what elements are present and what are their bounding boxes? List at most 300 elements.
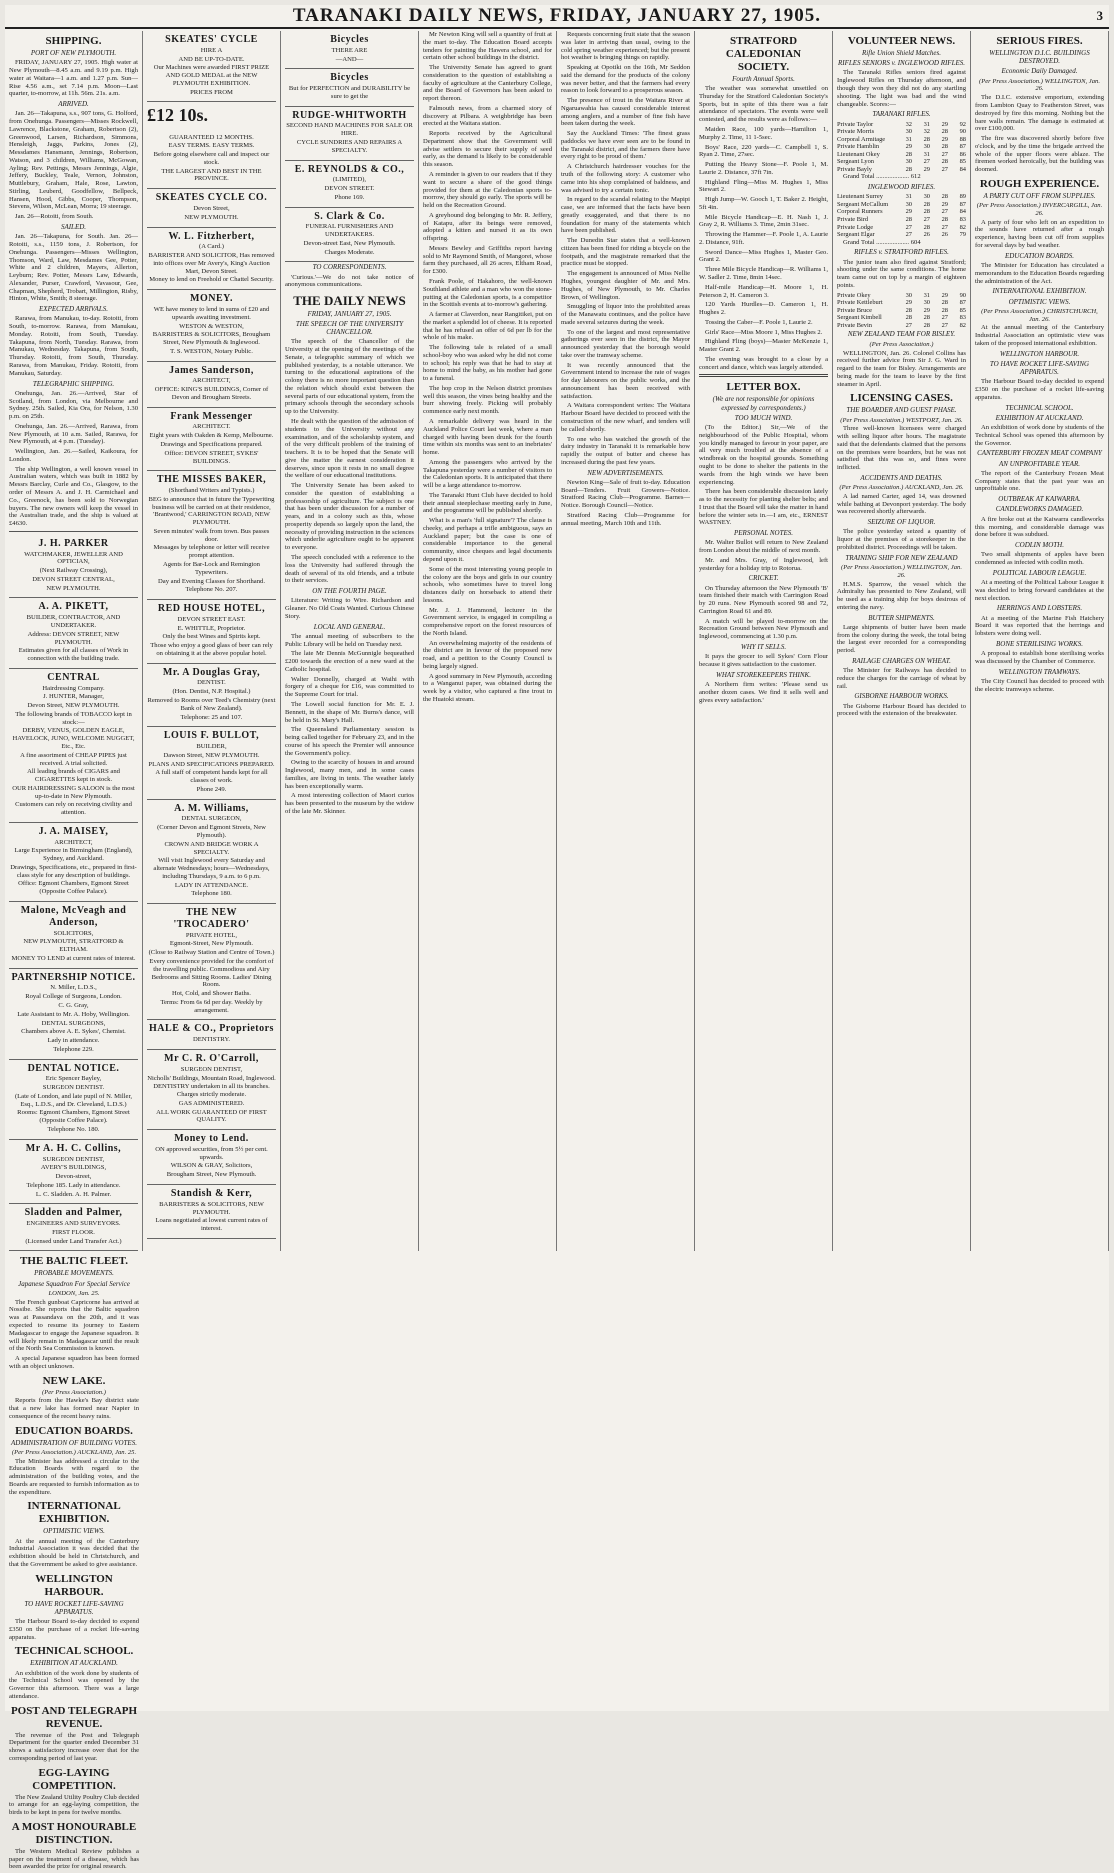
subheading: THE BOARDER AND GUEST PHASE. bbox=[846, 406, 957, 415]
advert-line: The following brands of TOBACCO kept in stock:— bbox=[15, 710, 132, 726]
article-paragraph: Some of the most interesting young people in the colony are the boys and girls in our country schools, who sometimes have to travel long distances daily on horseback to attend their lessons. bbox=[423, 565, 552, 604]
score-row bbox=[837, 166, 966, 174]
article-paragraph: The fire was discovered shortly before five o'clock, and by the time the brigade arrived the whole of the upper floors were ablaze. The firemen worked heroically, but the building was doomed. bbox=[975, 135, 1104, 174]
dateline: LONDON, Jan. 25. bbox=[48, 1289, 100, 1297]
article-paragraph: Reports received by the Agricultural Department show that the Government will advise settlers to secure their supply of seed early, as the demand is likely to be considerable this season. bbox=[423, 130, 552, 169]
advert-name: RED HOUSE HOTEL, bbox=[157, 603, 266, 615]
article-paragraph: The annual meeting of subscribers to the Public Library will be held on Tuesday next. bbox=[285, 632, 414, 648]
article-paragraph: A proposal to establish bone sterilising works was discussed by the Chamber of Commerce. bbox=[975, 650, 1104, 665]
subheading: TO HAVE ROCKET LIFE-SAVING APPARATUS. bbox=[989, 359, 1090, 377]
advertisement bbox=[147, 1185, 276, 1239]
dateline: (Per Press Association.) WELLINGTON, Jan. 26. bbox=[979, 77, 1100, 93]
article-paragraph: The Gisborne Harbour Board has decided to proceed with the extension of the breakwater. bbox=[837, 702, 966, 718]
section-heading: VOLUNTEER NEWS. bbox=[847, 35, 956, 47]
advert-line: Seven minutes' walk from town. Bus passes door. bbox=[153, 527, 270, 543]
score-cell: 90 bbox=[959, 128, 966, 136]
score-cell: 27 bbox=[905, 231, 912, 239]
score-cell: Private Bayly bbox=[837, 165, 872, 173]
advert-line: DENTISTRY. bbox=[192, 1036, 231, 1044]
article-paragraph: The Dunedin Star states that a well-known citizen has been fined for riding a bicycle on the footpath, and the magistrate remarked that the practice must be stopped. bbox=[561, 237, 690, 268]
article-paragraph: Say the Auckland Times: 'The finest grass paddocks we have ever seen are to be found in the Taranaki district, and the farmers there have every right to be proud of them.' bbox=[561, 130, 690, 161]
advert-line: Customers can rely on receiving civility and attention. bbox=[15, 801, 132, 817]
score-cell: 28 bbox=[905, 216, 912, 224]
section-heading: POST AND TELEGRAPH REVENUE. bbox=[10, 1704, 138, 1730]
score-cell: 28 bbox=[941, 193, 948, 201]
advert-line: (Next Railway Crossing), bbox=[39, 567, 108, 575]
article-paragraph: Three Mile Bicycle Handicap—R. Williams 1, W. Sadler 2. Time, 8min 14sec. bbox=[699, 266, 828, 281]
advert-name: DENTAL NOTICE. bbox=[27, 1062, 120, 1074]
advert-line: Late Assistant to Mr. A. Hoby, Wellington. bbox=[17, 1010, 130, 1018]
score-cell: 82 bbox=[959, 321, 966, 329]
advert-line: BARRISTERS & SOLICITORS, NEW PLYMOUTH. bbox=[159, 1200, 264, 1216]
article-paragraph: A Christchurch hairdresser vouches for the truth of the following story: A customer who came into his shop complained of baldness, and was advised to try a certain tonic. bbox=[561, 163, 690, 194]
article-paragraph: The Taranaki Hunt Club have decided to hold their annual steeplechase meeting early in June, and the programme will be published shortly. bbox=[423, 491, 552, 515]
article-paragraph: The engagement is announced of Miss Nellie Hughes, youngest daughter of Mr. and Mrs. Hughes, of New Plymouth, to Mr. Charles Brown, of Wellington. bbox=[561, 270, 690, 301]
score-cell: 28 bbox=[923, 223, 930, 231]
article-paragraph: It was recently announced that the Government intend to increase the rate of wages for day labourers on the public works, and the announcement has been received with satisfaction. bbox=[561, 361, 690, 400]
page-number: 3 bbox=[1096, 8, 1103, 23]
advertisement bbox=[147, 362, 276, 408]
score-cell: 31 bbox=[905, 135, 912, 143]
article-paragraph: Large shipments of butter have been made from the colony during the week, the total being the largest ever recorded for a corresponding period. bbox=[837, 623, 966, 655]
advert-line: (A Card.) bbox=[199, 243, 224, 251]
dateline: (Per Press Association.) AUCKLAND, Jan. 25. bbox=[11, 1448, 137, 1456]
advertisement bbox=[9, 1140, 138, 1205]
score-cell: 27 bbox=[941, 150, 948, 158]
article-paragraph: FRIDAY, JANUARY 27, 1905. High water at New Plymouth—8.45 a.m. and 9.19 p.m. High water at Waitara—1 a.m. and 1.27 p.m. Sun—Rise 4.56 a.m., set 7.14 p.m. Moon—Last quarter, to-morrow, at 11h. 56m. 21s. a.m. bbox=[9, 59, 138, 98]
article-paragraph: A match will be played to-morrow on the Recreation Ground between New Plymouth and Inglewood, commencing at 1.30 p.m. bbox=[699, 617, 828, 641]
score-cell: 27 bbox=[905, 321, 912, 329]
article-paragraph: A most interesting collection of Maori curios has been presented to the museum by the widow of the late Mr. Skinner. bbox=[285, 792, 414, 815]
subheading: HERRINGS AND LOBSTERS. bbox=[996, 604, 1083, 613]
score-cell: 28 bbox=[941, 299, 948, 307]
article-paragraph: It pays the grocer to sell Sykes' Corn Flour because it gives satisfaction to the customer. bbox=[699, 653, 828, 669]
advert-line: Only the best Wines and Spirits kept. bbox=[162, 633, 261, 641]
article-paragraph: Putting the Heavy Stone—F. Poole 1, M. Laurie 2. Distance, 37ft 7in. bbox=[699, 161, 828, 176]
section-heading: STRATFORD CALEDONIAN SOCIETY. bbox=[725, 35, 802, 73]
advert-line: DENTISTRY undertaken in all its branches. Charges strictly moderate. bbox=[153, 1083, 270, 1099]
advert-name: James Sanderson, bbox=[169, 364, 254, 376]
advert-line: C. G. Gray, bbox=[58, 1002, 89, 1009]
score-row bbox=[837, 128, 966, 136]
advert-line: Egmont-Street, New Plymouth. bbox=[169, 940, 254, 948]
advert-line: Telephone No. 207. bbox=[185, 586, 238, 594]
advertisement bbox=[147, 130, 276, 190]
article-paragraph: H.M.S. Sparrow, the vessel which the Admiralty has presented to New Zealand, will be used as a training ship for boys desirous of entering the navy. bbox=[837, 580, 966, 611]
advertisement bbox=[285, 31, 414, 69]
subheading: RIFLES v. STRATFORD RIFLES. bbox=[854, 248, 949, 257]
advert-line: L. C. Sladden. A. H. Palmer. bbox=[35, 1190, 112, 1198]
advert-line: But for PERFECTION and DURABILITY be sure to get the bbox=[288, 85, 411, 100]
section-heading: THE DAILY NEWS bbox=[293, 293, 406, 309]
advert-line: ARCHITECT, bbox=[192, 377, 231, 385]
score-cell: 28 bbox=[941, 143, 948, 151]
score-cell: 28 bbox=[941, 128, 948, 136]
score-cell: 27 bbox=[923, 158, 930, 166]
article-paragraph: Reports from the Hawke's Bay district state that a new lake has formed near Napier in consequence of the recent heavy rains. bbox=[9, 1397, 139, 1420]
advert-line: SURGEON DENTIST, bbox=[42, 1155, 105, 1163]
article-paragraph: Literature: Writing to Wire. Richardson and Gleaner. No Old Coats Wanted. Curious Chinese Story. bbox=[285, 597, 414, 620]
advert-line: Agents for Bar-Lock and Remington Typewriters. bbox=[163, 560, 260, 576]
advert-line: (Close to Railway Station and Centre of Town.) bbox=[148, 949, 275, 957]
advert-line: SURGEON DENTIST, bbox=[180, 1065, 243, 1073]
article-paragraph: Stratford Racing Club—Programme for annual meeting, March 10th and 11th. bbox=[561, 511, 690, 527]
advert-name: LOUIS F. BULLOT, bbox=[163, 730, 260, 742]
section-heading: LETTER BOX. bbox=[726, 381, 801, 394]
score-table bbox=[837, 193, 966, 238]
subheading: ACCIDENTS AND DEATHS. bbox=[860, 473, 943, 482]
subheading: WELLINGTON HARBOUR. bbox=[999, 349, 1080, 358]
score-cell: 89 bbox=[959, 193, 966, 201]
advert-line: Telephone: 25 and 107. bbox=[180, 713, 243, 721]
advert-line: DENTAL SURGEON, bbox=[181, 815, 242, 823]
score-cell: 90 bbox=[959, 291, 966, 299]
advert-name: J. A. MAISEY, bbox=[38, 825, 109, 837]
score-cell: Private Lodge bbox=[837, 223, 874, 231]
article-paragraph: Mr. Walter Bullot will return to New Zealand from London about the middle of next month. bbox=[699, 539, 828, 555]
advert-line: Hairdressing Company. bbox=[42, 684, 105, 692]
score-cell: Private Taylor bbox=[837, 120, 874, 128]
advertisement bbox=[147, 1020, 276, 1050]
advert-line: (LIMITED), bbox=[332, 176, 367, 184]
advert-line: WILSON & GRAY, Solicitors, bbox=[170, 1162, 253, 1170]
advert-line: SOLICITORS, bbox=[53, 929, 94, 937]
score-cell: 84 bbox=[959, 208, 966, 216]
subheading: PORT OF NEW PLYMOUTH. bbox=[30, 48, 117, 57]
subheading: OUTBREAK AT KAIWARRA. bbox=[998, 495, 1081, 504]
advert-name: RUDGE-WHITWORTH bbox=[292, 109, 407, 121]
advertisement bbox=[147, 290, 276, 361]
article-paragraph: 120 Yards Hurdles—D. Cameron 1, H. Hughes 2. bbox=[699, 301, 828, 317]
score-cell: 30 bbox=[923, 299, 930, 307]
article-paragraph: High Jump—W. Gooch 1, T. Baker 2. Height, 5ft 4in. bbox=[699, 196, 828, 211]
advert-line: (Corner Devon and Egmont Streets, New Plymouth). bbox=[157, 824, 266, 839]
dateline: (Per Press Association.) WESTPORT, Jan. 26. bbox=[840, 416, 963, 424]
advert-line: ALL WORK GUARANTEED OF FIRST QUALITY. bbox=[156, 1108, 267, 1124]
article-paragraph: Requests concerning fruit state that the season was later in arriving than usual, owing to the cold spring weather experienced; but the present hot weather is bringing things on rapidly. bbox=[561, 31, 690, 62]
subheading: TOO MUCH WIND. bbox=[734, 413, 793, 422]
score-cell: 29 bbox=[941, 291, 948, 299]
advert-line: Charges Moderate. bbox=[324, 248, 375, 256]
article-paragraph: Two small shipments of apples have been condemned as infected with codlin moth. bbox=[975, 551, 1104, 567]
subheading: A PARTY CUT OFF FROM SUPPLIES. bbox=[983, 191, 1096, 200]
article-paragraph: 'Curious.'—We do not take notice of anonymous communications. bbox=[285, 273, 414, 289]
subheading: CANDLEWORKS DAMAGED. bbox=[995, 505, 1084, 514]
advertisement bbox=[147, 664, 276, 728]
dateline: (Per Press Association.) CHRISTCHURCH, Jan. 26. bbox=[981, 307, 1098, 323]
article-paragraph: Mile Bicycle Handicap—E. H. Nash 1, J. Gray 2, R. Williams 3. Time, 2min 31sec. bbox=[699, 213, 828, 229]
advert-line: FIRST FLOOR. bbox=[52, 1228, 95, 1236]
score-cell: 31 bbox=[905, 193, 912, 201]
subheading: INGLEWOOD RIFLES. bbox=[867, 183, 936, 192]
score-cell: 84 bbox=[959, 165, 966, 173]
score-cell: 30 bbox=[923, 143, 930, 151]
score-cell: 28 bbox=[905, 165, 912, 173]
score-cell: Private Hamblin bbox=[837, 143, 880, 151]
advert-line: WATCHMAKER, JEWELLER AND OPTICIAN, bbox=[24, 550, 123, 566]
advert-line: All leading brands of CIGARS and CIGARETTES kept in stock. bbox=[27, 768, 120, 784]
article-paragraph: He dealt with the question of the admission of students to the University without any examination, and of the scholarship system, and of the very difficult problem of the training of teachers. It is to be hoped that the Senate will give the matter the earnest consideration it deserves, since upon it rests in no small degree the welfare of our educational institutions. bbox=[285, 417, 414, 480]
score-cell: 26 bbox=[923, 231, 930, 239]
advert-name: A. A. PIKETT, bbox=[38, 601, 109, 613]
advertisement bbox=[147, 1050, 276, 1130]
article-paragraph: The evening was brought to a close by a concert and dance, which was largely attended. bbox=[699, 355, 828, 371]
article-paragraph: The Minister for Education has circulated a memorandum to the Education Boards regarding the administration of the Act. bbox=[975, 261, 1104, 285]
advertisement bbox=[147, 800, 276, 904]
advertisement bbox=[147, 189, 276, 227]
subheading: RIFLES SENIORS v. INGLEWOOD RIFLES. bbox=[837, 59, 966, 68]
advert-line: Terms: From 6s 6d per day. Weekly by arrangement. bbox=[160, 998, 263, 1014]
subheading: CRICKET. bbox=[748, 574, 779, 583]
article-paragraph: Rarawa, from Manukau, to-day. Rotoiti, from South, to-morrow. Rarawa, from Manukau, Monday. Rotoiti, from South, Tuesday. Takapuna, from North, Tuesday. Rarawa, from Manukau, Wednesday. Takapuna, from South, Thursday. Rotoiti, from South, Thursday. Rarawa, from Manukau, Friday. Rotoiti, from Manukau, Saturday. bbox=[9, 315, 138, 377]
article-paragraph: Three well-known licensees were charged with selling liquor after hours. The magistrate said that the defendants claimed that the persons on the premises were boarders, but he was not satisfied that this was so, and fines were inflicted. bbox=[837, 425, 966, 472]
article-paragraph: At a meeting of the Political Labour League it was decided to bring forward candidates at the next election. bbox=[975, 579, 1104, 602]
advert-line: SURGEON DENTIST. bbox=[42, 1084, 105, 1092]
score-cell: 31 bbox=[923, 150, 930, 158]
advert-line: Removed to Rooms over Teed's Chemistry (next Bank of New Zealand). bbox=[147, 696, 276, 712]
score-cell: 85 bbox=[959, 306, 966, 314]
article-paragraph: A remarkable delivery was heard in the Auckland Police Court last week, where a man charged with having been drunk for the fourth time within six months was sent to an inebriates' home. bbox=[423, 417, 552, 457]
advertisement bbox=[147, 408, 276, 472]
article-paragraph: The police yesterday seized a quantity of liquor at the premises of a storekeeper in the prohibited district. Proceedings will be taken. bbox=[837, 528, 966, 551]
advert-line: ENGINEERS AND SURVEYORS. bbox=[26, 1220, 121, 1228]
article-paragraph: A reminder is given to our readers that if they want to secure a share of the good things provided for them at the Caledonian sports to-morrow, they should go early. The sports will be held on the Recreation Ground. bbox=[423, 171, 552, 210]
subheading: Japanese Squadron For Special Service bbox=[18, 1279, 130, 1288]
advert-line: Brougham Street, New Plymouth. bbox=[166, 1171, 257, 1179]
section-heading: LICENSING CASES. bbox=[850, 392, 953, 405]
article-paragraph: At a meeting of the Marine Fish Hatchery Board it was reported that the herrings and lobsters were doing well. bbox=[975, 614, 1104, 638]
advert-line: J. HUNTER, Manager, bbox=[43, 693, 104, 701]
masthead-title: TARANAKI DAILY NEWS, FRIDAY, JANUARY 27, 1905. bbox=[292, 5, 822, 26]
article-paragraph: Smuggling of liquor into the prohibited areas of the Manawatu continues, and the police have made several seizures during the week. bbox=[561, 303, 690, 326]
score-cell: 28 bbox=[905, 306, 912, 314]
advert-price: £12 10s. bbox=[147, 105, 209, 126]
article-paragraph: The Minister for Railways has decided to reduce the charges for the carriage of wheat by rail. bbox=[837, 667, 966, 690]
advert-name: Bicycles bbox=[330, 72, 369, 84]
subheading: FRIDAY, JANUARY 27, 1905. bbox=[307, 309, 392, 318]
article-paragraph: A fire broke out at the Kaiwarra candleworks this morning, and considerable damage was done before it was subdued. bbox=[975, 515, 1104, 539]
advert-name: SKEATES CYCLE CO. bbox=[155, 192, 268, 204]
score-row bbox=[837, 216, 966, 224]
article-paragraph: Newton King—Sale of fruit to-day. Education Board—Tenders. Fruit Growers—Notice. Stratford Racing Club—Programme. Barnes—Notice. Borough Council—Notice. bbox=[561, 478, 690, 510]
advert-name: PARTNERSHIP NOTICE. bbox=[11, 971, 136, 983]
advert-line: Day and Evening Classes for Shorthand. bbox=[158, 577, 265, 585]
article-paragraph: Throwing the Hammer—F. Poole 1, A. Laurie 2. Distance, 91ft. bbox=[699, 231, 828, 246]
article-paragraph: An overwhelming majority of the residents of the district are in favour of the proposed new road, and a petition to the County Council is being largely signed. bbox=[423, 639, 552, 670]
score-cell: 79 bbox=[959, 231, 966, 239]
advert-line: Messages by telephone or letter will receive prompt attention. bbox=[153, 544, 270, 560]
article-paragraph: The City Council has decided to proceed with the electric tramways scheme. bbox=[975, 677, 1104, 693]
article-paragraph: The ship Wellington, a well known vessel in Australian waters, which was built in 1882 by Messrs Barclay, Curle and Co., Glasgow, to the order of Messrs A. and J. H. Carmichael and Co., Greenock, has been sold to Norwegian buyers. The new owners will keep the vessel in the Australian trade, and the ship is valued at £4630. bbox=[9, 465, 138, 528]
score-cell: 27 bbox=[941, 223, 948, 231]
column-9 bbox=[5, 1251, 143, 1873]
score-row bbox=[837, 143, 966, 151]
column-1 bbox=[5, 31, 143, 1251]
subheading: INTERNATIONAL EXHIBITION. bbox=[992, 287, 1087, 296]
advert-line: DENTIST. bbox=[197, 679, 226, 687]
advert-line: BARRISTERS & SOLICITORS, Brougham Street, New Plymouth & Inglewood. bbox=[152, 331, 271, 347]
score-row bbox=[837, 224, 966, 232]
advert-line: WESTON & WESTON, bbox=[179, 322, 244, 330]
article-paragraph: The Western Medical Review publishes a paper on the treatment of a disease, which has been awarded the prize for original research. bbox=[9, 1847, 139, 1871]
article-paragraph: The University Senate has been asked to consider the question of establishing a professorship of agriculture. The subject is one that has been under discussion for a number of years, and in a colony such as this, whose prosperity depends so largely upon the land, the necessity of providing instruction in the sciences which underlie agriculture ought to be apparent to everyone. bbox=[285, 482, 414, 552]
advert-line: DEVON STREET CENTRAL, bbox=[32, 575, 115, 583]
subheading: TO HAVE ROCKET LIFE-SAVING APPARATUS. bbox=[24, 1599, 124, 1616]
advert-line: BARRISTER AND SOLICITOR, Has removed into offices over Mr Avery's, King's Auction Mart, Devon Street. bbox=[148, 252, 275, 275]
advert-line: Our Machines were awarded FIRST PRIZE AND GOLD MEDAL at the NEW PLYMOUTH EXHIBITION. bbox=[153, 64, 270, 87]
advertisement bbox=[285, 69, 414, 106]
article-paragraph: A farmer at Claverdon, near Rangitikei, put on the market a splendid lot of cheese. It is reported that he has refused an offer of 6d per lb for the whole of his make. bbox=[423, 311, 552, 342]
advert-line: Large Experience in Birmingham (England), Sydney, and Auckland. bbox=[14, 847, 133, 863]
score-cell: 29 bbox=[941, 120, 948, 128]
article-paragraph: In regard to the scandal relating to the Mapipi case, we are informed that the facts have been greatly exaggerated, and that there is no foundation for many of the statements which have been published. bbox=[561, 196, 690, 235]
score-row bbox=[837, 208, 966, 216]
advertisement bbox=[285, 208, 414, 263]
advert-line: Office: Egmont Chambers, Egmont Street (Opposite Coffee Palace). bbox=[18, 880, 129, 896]
section-heading: WELLINGTON HARBOUR. bbox=[35, 1572, 113, 1598]
masthead bbox=[5, 5, 1109, 29]
subheading: Fourth Annual Sports. bbox=[732, 74, 795, 83]
dateline: (Per Press Association.) WELLINGTON, Jan. 26. bbox=[841, 564, 962, 579]
subheading: ADMINISTRATION OF BUILDING VOTES. bbox=[11, 1438, 137, 1447]
article-paragraph: On Thursday afternoon the New Plymouth 'B' team finished their match with Carrington Road by 20 runs. New Plymouth scored 98 and 72, Carrington Road 61 and 89. bbox=[699, 584, 828, 615]
subheading: NEW ZEALAND TEAM FOR BISLEY. bbox=[847, 330, 956, 339]
subheading: TELEGRAPHIC SHIPPING. bbox=[32, 379, 115, 388]
advert-line: Drawings, Specifications, etc., prepared in first-class style for any description of buildings. bbox=[10, 863, 137, 879]
advert-name: J. H. PARKER bbox=[38, 537, 109, 549]
advert-line: Devon Street, bbox=[193, 205, 230, 213]
article-paragraph: The University Senate has agreed to grant consideration to the question of establishing a faculty of agriculture at the Canterbury College, and the Board of Governors has been asked to report thereon. bbox=[423, 64, 552, 103]
score-cell: 29 bbox=[905, 208, 912, 216]
advert-line: Royal College of Surgeons, London. bbox=[25, 993, 122, 1001]
score-cell: Private Bruce bbox=[837, 306, 872, 314]
subheading: OPTIMISTIC VIEWS. bbox=[1008, 297, 1071, 306]
score-cell: Private Bird bbox=[837, 216, 869, 224]
score-cell: 29 bbox=[923, 306, 930, 314]
advert-name: Standish & Kerr, bbox=[170, 1187, 253, 1199]
advert-name: THE NEW 'TROCADERO' bbox=[173, 907, 250, 930]
section-heading: ROUGH EXPERIENCE. bbox=[979, 177, 1100, 190]
score-cell: 83 bbox=[959, 216, 966, 224]
score-cell: Lieutenant Surrey bbox=[837, 193, 883, 201]
advert-line: Office: DEVON STREET, SYKES' BUILDINGS. bbox=[164, 449, 259, 465]
article-paragraph: The Harbour Board to-day decided to expend £350 on the purchase of a rocket life-saving apparatus. bbox=[975, 378, 1104, 401]
advert-name: A. M. Williams, bbox=[174, 802, 249, 814]
score-cell: 82 bbox=[959, 223, 966, 231]
advertisement bbox=[147, 471, 276, 600]
score-row bbox=[837, 151, 966, 159]
advert-line: AND BE UP-TO-DATE. bbox=[178, 55, 245, 63]
score-cell: 30 bbox=[905, 158, 912, 166]
subheading: WELLINGTON D.I.C. BUILDINGS DESTROYED. bbox=[989, 48, 1090, 66]
article-paragraph: A party of four who left on an expedition to the sounds have returned after a rough experience, having been cut off from supplies for several days by bad weather. bbox=[975, 218, 1104, 249]
score-cell: 27 bbox=[941, 208, 948, 216]
advert-line: MONEY TO LEND at current rates of interest. bbox=[11, 954, 136, 962]
score-row bbox=[837, 193, 966, 201]
article-paragraph: Mr. J. J. Hammond, lecturer in the Government service, is engaged in compiling a comprehensive report on the forest resources of the North Island. bbox=[423, 606, 552, 637]
advert-line: NEW PLYMOUTH. bbox=[184, 213, 239, 221]
score-cell: 28 bbox=[923, 200, 930, 208]
section-heading: EGG-LAYING COMPETITION. bbox=[32, 1766, 116, 1792]
subheading: EXHIBITION AT AUCKLAND. bbox=[995, 413, 1084, 422]
article-paragraph: An exhibition of work done by students of the Technical School was opened this afternoon by the Governor. bbox=[975, 424, 1104, 447]
article-paragraph: The Harbour Board to-day decided to expend £350 on the purchase of a rocket life-saving apparatus. bbox=[9, 1618, 139, 1641]
score-cell: 28 bbox=[905, 314, 912, 322]
article-paragraph: At the annual meeting of the Canterbury Industrial Association it was decided that the exhibition should be held in Christchurch, and that the Government be asked to give assistance. bbox=[9, 1537, 139, 1568]
advert-name: Mr. A Douglas Gray, bbox=[162, 666, 261, 678]
article-paragraph: The French gunboat Capricorne has arrived at Nossibe. She reports that the Baltic squadron was at Passandava on the 20th, and it was expected to resume its journey to Eastern Madagascar to engage the Japanese squadron. It will likely remain in Madagascar until the result of the North Sea Commission is known. bbox=[9, 1298, 139, 1353]
score-cell: 28 bbox=[941, 216, 948, 224]
advertisement bbox=[147, 1130, 276, 1185]
subheading: WHY IT SELLS. bbox=[740, 643, 787, 652]
article-paragraph: Onehunga, Jan. 26.—Arrived, Rarawa, from New Plymouth, at 10 a.m. Sailed, Rarawa, for New Plymouth, at 4 p.m. (Tuesday). bbox=[9, 422, 138, 446]
advert-line: ARCHITECT, bbox=[54, 838, 93, 846]
advert-line: (Hon. Dentist, N.P. Hospital.) bbox=[172, 688, 251, 696]
subheading: WELLINGTON TRAMWAYS. bbox=[998, 667, 1081, 676]
advert-name: MONEY. bbox=[190, 293, 233, 305]
score-cell: 27 bbox=[941, 165, 948, 173]
advertisement bbox=[9, 902, 138, 969]
article-paragraph: Sword Dance—Miss Hughes 1, Master Geo. Grant 2. bbox=[699, 248, 828, 264]
article-paragraph: A greyhound dog belonging to Mr. R. Jeffery, of Katapu, after its beings were removed, adopted a kitten and nursed it as its own offspring. bbox=[423, 211, 552, 243]
subheading: EDUCATION BOARDS. bbox=[1005, 251, 1074, 260]
article-paragraph: The hop crop in the Nelson district promises well this season, the vines being healthy and the burr showing freely. Picking will probably commence early next month. bbox=[423, 384, 552, 416]
score-cell: 30 bbox=[905, 200, 912, 208]
advert-line: PRIVATE HOTEL, bbox=[185, 931, 238, 939]
score-cell: 87 bbox=[959, 200, 966, 208]
advert-line: (Late of London, and late pupil of N. Miller, Esq., L.D.S., and Dr. Cleveland, L.D.S.) bbox=[14, 1092, 133, 1108]
advert-line: LADY IN ATTENDANCE. bbox=[174, 881, 249, 889]
article-paragraph: Half-mile Handicap—H. Moore 1, H. Peterson 2, H. Cameron 3. bbox=[699, 283, 828, 299]
advert-line: SECOND HAND MACHINES FOR SALE OR HIRE. bbox=[286, 122, 413, 138]
advert-name: Money to Lend. bbox=[174, 1133, 249, 1145]
advert-line: Hot, Cold, and Shower Baths. bbox=[172, 990, 251, 998]
article-paragraph: What is a man's 'full signature'? The clause is cheeky, and perhaps a trifle ambiguous, says an Auckland paper; but the case is one of considerable importance to the general community, since cheques and legal documents depend upon it. bbox=[423, 517, 552, 563]
article-paragraph: There has been considerable discussion lately as to the necessity for planting shelter belts; and I trust that the Board will take the matter in hand before the winter sets in.—I am, etc., ERNEST WASTNEY. bbox=[699, 488, 828, 527]
score-cell: Sergeant Lyon bbox=[837, 158, 874, 166]
advert-line: THE LARGEST AND BEST IN THE PROVINCE. bbox=[161, 167, 262, 183]
advert-name: W. L. Fitzherbert, bbox=[168, 230, 255, 242]
article-paragraph: Mr Newton King will sell a quantity of fruit at the mart to-day. The Education Board accepts tenders for painting the Hawera school, and for certain other school buildings in the district. bbox=[423, 31, 552, 62]
advert-line: GUARANTEED 12 MONTHS. bbox=[169, 133, 254, 141]
advert-line: Estimates given for all classes of Work in connection with the building trade. bbox=[18, 647, 129, 663]
advert-line: AVERY'S BUILDINGS, bbox=[40, 1164, 107, 1172]
score-cell: 28 bbox=[923, 314, 930, 322]
subheading: Economic Daily Damaged. bbox=[1001, 67, 1078, 76]
score-cell: 28 bbox=[923, 208, 930, 216]
article-paragraph: Messrs Bewley and Griffiths report having sold to Mr Raymond Smith, of Mangorei, whose farm they purchased, all 26 acres, Eltham Road, for £300. bbox=[423, 244, 552, 276]
score-cell: 28 bbox=[905, 150, 912, 158]
advert-line: Rooms: Egmont Chambers, Egmont Street (Opposite Coffee Palace). bbox=[17, 1109, 130, 1125]
article-paragraph: To one of the largest and most representative gatherings ever seen in the district, the Mayor announced yesterday that the borough would take over the tramway scheme. bbox=[561, 328, 690, 359]
score-cell: 28 bbox=[941, 158, 948, 166]
advertisement bbox=[285, 161, 414, 208]
article-paragraph: Frank Poole, of Hakahoro, the well-known Southland athlete and a man who won the stone-putting at the Caledonian sports, is a competitor in the Scottish events at to-morrow's gathering. bbox=[423, 277, 552, 309]
subheading: LOCAL AND GENERAL. bbox=[313, 622, 386, 631]
advertisement bbox=[147, 600, 276, 664]
score-row bbox=[837, 307, 966, 315]
article-paragraph: Grand Total .................... 604 bbox=[843, 238, 921, 246]
advert-line: Address: DEVON STREET, NEW PLYMOUTH. bbox=[27, 630, 120, 646]
article-paragraph: Owing to the scarcity of houses in and around Inglewood, many men, and in some cases families, are living in tents. The weather lately has been exceptionally warm. bbox=[285, 759, 414, 790]
advert-line: Drawings and Specifications prepared. bbox=[160, 440, 263, 448]
article-paragraph: The revenue of the Post and Telegraph Department for the quarter ended December 31 shows a satisfactory increase over that for the corresponding period of last year. bbox=[9, 1731, 139, 1762]
article-paragraph: Mr. and Mrs. Gray, of Inglewood, left yesterday for a holiday trip to Rotorua. bbox=[699, 556, 828, 572]
advert-line: Before going elsewhere call and inspect our stock. bbox=[153, 151, 270, 166]
score-row bbox=[837, 322, 966, 330]
section-heading: A MOST HONOURABLE DISTINCTION. bbox=[11, 1820, 137, 1846]
subheading: SAILED. bbox=[60, 223, 87, 232]
